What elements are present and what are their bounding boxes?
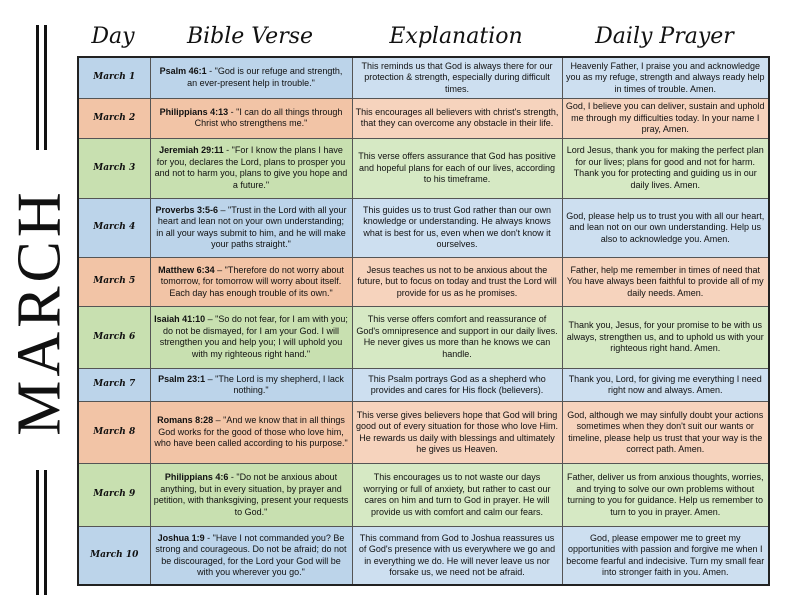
table-row [78, 57, 769, 98]
table-row [78, 98, 769, 139]
day-cell [78, 464, 150, 527]
prayer-cell [562, 57, 769, 98]
table-row [78, 139, 769, 198]
day-cell [78, 401, 150, 464]
verse-reference: Psalm 23:1 [158, 373, 206, 384]
verse-cell [150, 57, 352, 98]
prayer-text: Father, help me remember in times of need that You have always been faithful to provide all of my daily needs. Amen. [566, 264, 764, 298]
day-cell [78, 369, 150, 401]
day-label: March 8 [93, 426, 136, 437]
prayer-text: Father, deliver us from anxious thoughts, worries, and trying to solve our own problems without turning to you for guidance. Help us remember to turn to you in prayer. Amen. [566, 472, 764, 517]
verse-reference: Psalm 46:1 [159, 66, 207, 77]
verse-reference: Jeremiah 29:11 [159, 145, 224, 156]
explanation-cell [352, 57, 562, 98]
day-cell [78, 139, 150, 198]
day-label: March 6 [93, 331, 136, 342]
decorative-line [36, 470, 39, 595]
explanation-cell [352, 401, 562, 464]
verse-reference: Isaiah 41:10 [154, 314, 206, 325]
verse-text: - "For I know the plans I have for you, declares the Lord, plans to prosper you and not to harm you, plans to give you hope and a future." [154, 145, 348, 190]
day-cell [78, 306, 150, 369]
day-label: March 9 [93, 489, 136, 500]
decorative-line [36, 25, 39, 150]
verse-cell [150, 258, 352, 307]
decorative-line [44, 470, 47, 595]
day-cell [78, 98, 150, 139]
verse-text: - "God is our refuge and strength, an ever-present help in trouble." [187, 66, 343, 88]
verse-text: – "The Lord is my shepherd, I lack nothing." [205, 373, 344, 396]
day-label: March 7 [93, 379, 136, 390]
day-cell [78, 527, 150, 585]
verse-text: – "And we know that in all things God works for the good of those who love him, who have been called according to his purpose." [154, 415, 348, 449]
day-label: March 2 [93, 112, 136, 123]
verse-text: - "Have I not commanded you? Be strong and courageous. Do not be afraid; do not be discouraged, for the Lord your God will be with you wherever you go." [155, 532, 347, 578]
header-day: Day [91, 24, 135, 49]
explanation-text: This verse offers comfort and reassurance of God's omnipresence and support in our daily lives. He never gives us more than he knows we can handle. [356, 314, 558, 359]
prayer-cell [562, 306, 769, 369]
prayer-cell [562, 401, 769, 464]
table-row [78, 369, 769, 401]
prayer-text: God, although we may sinfully doubt your actions sometimes when they don't suit our wants or timeline, please help us trust that your way is the correct path. Amen. [567, 409, 764, 455]
decorative-line [44, 25, 47, 150]
explanation-cell [352, 369, 562, 401]
prayer-text: Heavenly Father, I praise you and acknowledge you as my refuge, strength and always ready help in times of trouble. Amen. [565, 60, 765, 94]
prayer-text: God, please empower me to greet my opportunities with passion and forgive me when I become fearful and indecisive. Turn my small fear into stronger faith in you. Amen. [566, 532, 765, 578]
explanation-text: This reminds us that God is always there for our protection & strength, especially during difficult times. [361, 60, 553, 94]
verse-text: – "Trust in the Lord with all your heart and lean not on your own understanding; in all your ways submit to him, and he will make your paths straight." [156, 204, 347, 250]
prayer-cell [562, 369, 769, 401]
table-row [78, 306, 769, 369]
verse-cell [150, 139, 352, 198]
verse-reference: Philippians 4:13 [159, 106, 229, 117]
explanation-cell [352, 258, 562, 307]
explanation-text: This Psalm portrays God as a shepherd who provides and cares for His flock (believers). [368, 373, 546, 396]
month-title: MARCH [5, 188, 74, 436]
explanation-text: This encourages us to not waste our days worrying or full of anxiety, but rather to cast our cares on him and turn to God in prayer. He will provide us with comfort and calm our fears. [363, 472, 551, 517]
prayer-cell [562, 98, 769, 139]
day-cell [78, 258, 150, 307]
explanation-cell [352, 139, 562, 198]
day-cell [78, 198, 150, 257]
header-bible-verse: Bible Verse [186, 24, 314, 49]
verse-cell [150, 401, 352, 464]
explanation-text: This verse offers assurance that God has positive and hopeful plans for each of our lives, according to his timeframe. [358, 151, 556, 185]
side-panel [0, 0, 74, 613]
header-explanation: Explanation [389, 24, 523, 49]
prayer-cell [562, 198, 769, 257]
prayer-cell [562, 258, 769, 307]
explanation-text: This guides us to trust God rather than our own knowledge or understanding. He always knows what is best for us, even when we don't know it ourselves. [362, 204, 552, 250]
explanation-text: This encourages all believers with christ's strength, that they can overcome any obstacle in their life. [355, 106, 559, 129]
prayer-cell [562, 139, 769, 198]
explanation-text: This command from God to Joshua reassures us of God's presence with us everywhere we go and in everything we do. He will never leave us nor forsake us, we need not be afraid. [358, 532, 556, 578]
prayer-text: God, I believe you can deliver, sustain and uphold me through my difficulties today. In your name I pray, Amen. [565, 101, 765, 135]
table-row [78, 258, 769, 307]
devotional-table [77, 56, 770, 586]
verse-text: – "Therefore do not worry about tomorrow, for tomorrow will worry about itself. Each day has enough trouble of its own." [160, 264, 344, 298]
column-headers [77, 18, 768, 56]
day-label: March 10 [90, 549, 139, 560]
verse-cell [150, 198, 352, 257]
verse-text: - "I can do all things through Christ who strengthens me." [194, 106, 343, 129]
prayer-text: Thank you, Lord, for giving me everything I need right now and always. Amen. [568, 373, 762, 396]
explanation-cell [352, 527, 562, 585]
table-row [78, 401, 769, 464]
day-label: March 4 [93, 222, 136, 233]
explanation-cell [352, 464, 562, 527]
table-row [78, 527, 769, 585]
day-cell [78, 57, 150, 98]
verse-cell [150, 527, 352, 585]
verse-reference: Matthew 6:34 [158, 264, 215, 275]
table-row [78, 198, 769, 257]
verse-cell [150, 464, 352, 527]
explanation-cell [352, 98, 562, 139]
explanation-text: This verse gives believers hope that God will bring good out of every situation for those who love Him. He rewards us daily with blessings and ultimately he gives us Heaven. [355, 409, 559, 455]
prayer-cell [562, 464, 769, 527]
explanation-cell [352, 198, 562, 257]
verse-text: – "So do not fear, for I am with you; do not be dismayed, for I am your God. I will strengthen you and help you; I will uphold you with my righteous right hand." [159, 314, 348, 359]
day-label: March 1 [93, 72, 136, 83]
verse-cell [150, 98, 352, 139]
prayer-text: Thank you, Jesus, for your promise to be with us always, strengthen us, and to uphold us with your righteous right hand. Amen. [566, 320, 764, 354]
verse-text: - "Do not be anxious about anything, but in every situation, by prayer and petition, with thanksgiving, present your requests to God." [153, 472, 349, 517]
header-daily-prayer: Daily Prayer [595, 24, 734, 49]
verse-reference: Philippians 4:6 [164, 472, 229, 483]
prayer-text: God, please help us to trust you with all our heart, and lean not on our own understanding. Help us also to acknowledge you. Amen. [566, 210, 765, 244]
verse-reference: Romans 8:28 [157, 415, 214, 426]
explanation-cell [352, 306, 562, 369]
day-label: March 5 [93, 276, 136, 287]
table-row [78, 464, 769, 527]
explanation-text: Jesus teaches us not to be anxious about the future, but to focus on today and trust the Lord will provide for us as he promises. [357, 264, 557, 298]
verse-reference: Proverbs 3:5-6 [155, 204, 219, 215]
verse-cell [150, 369, 352, 401]
verse-reference: Joshua 1:9 [157, 532, 205, 543]
prayer-cell [562, 527, 769, 585]
verse-cell [150, 306, 352, 369]
day-label: March 3 [93, 162, 136, 173]
prayer-text: Lord Jesus, thank you for making the perfect plan for our lives; plans for good and not for harm. Thank you for protecting and guiding us in our daily lives. Amen. [566, 145, 764, 190]
